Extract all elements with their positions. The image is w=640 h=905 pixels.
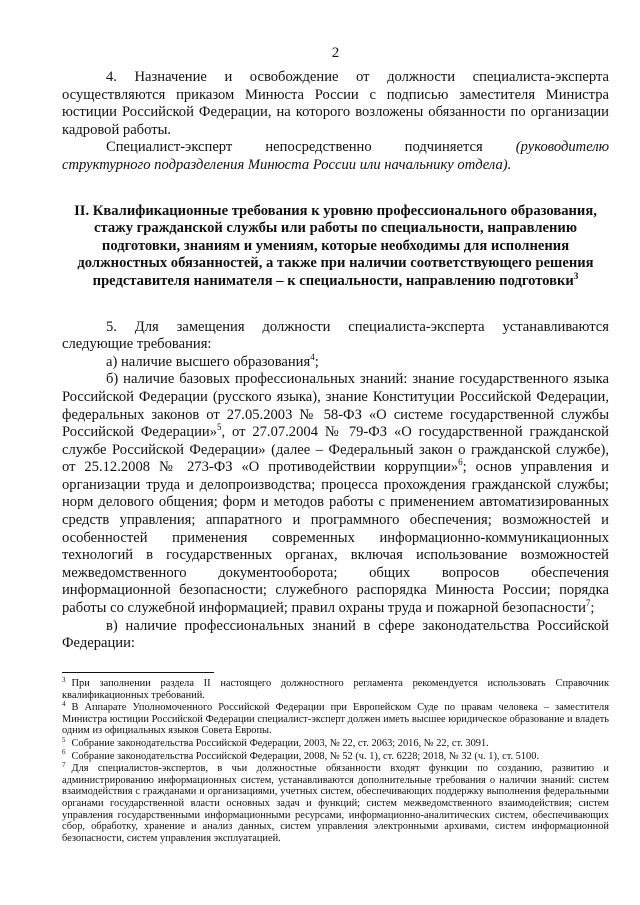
paragraph-b-part1: б) наличие базовых профессиональных знаний: знание государственного языка Российской Федерации (русского языка), знание Конституции Российской Федерации, федеральных законов от 27.05.2003 № 58-ФЗ «О системе государственной службы Российской Федерации» xyxy=(62,371,609,441)
footnote-mark: 7 xyxy=(62,760,66,769)
footnote-divider xyxy=(62,672,214,673)
page-number: 2 xyxy=(331,45,340,61)
paragraph-b-part2: , от 27.07.2004 № 79-ФЗ «О государственной гражданской службе Российской Федерации» (далее – Федеральный закон о гражданской службе), от 25.12.2008 № 273-ФЗ «О противодействии коррупции» xyxy=(62,424,609,476)
paragraph-a xyxy=(62,351,609,372)
footnote-5 xyxy=(62,735,609,750)
footnote-mark: 3 xyxy=(62,675,66,684)
footnote-mark: 5 xyxy=(62,735,66,744)
paragraph-4: 4. Назначение и освобождение от должности специалиста-эксперта осуществляются приказом Минюста России с подписью заместителя Министра юстиции Российской Федерации, на которого возложены обязанности по организации кадровой работы. xyxy=(62,69,609,138)
footnote-7 xyxy=(62,760,609,844)
footnote-text: Собрание законодательства Российской Федерации, 2003, № 22, ст. 2063; 2016, № 22, ст. 3091. xyxy=(71,737,489,749)
section-heading xyxy=(62,203,609,291)
paragraph-b xyxy=(62,371,609,617)
subordination-lead: Специалист-эксперт непосредственно подчиняется xyxy=(106,139,516,156)
footnote-text: В Аппарате Уполномоченного Российской Федерации при Европейском Суде по правам человека – заместителя Министра юстиции Российской Федерации специалист-эксперт должен иметь высшее юридическое образование и владеть одним из официальных языков Совета Европы. xyxy=(62,702,609,737)
paragraph-subordination xyxy=(62,139,609,174)
footnote-text: Для специалистов-экспертов, в чьи должностные обязанности входят функции по созданию, развитию и администрированию информационных систем, устанавливаются дополнительные требования о наличии знаний: систем взаимодействия с гражданами и организациями, учетных систем, обеспечивающих поддержку выполнения федеральными органами государственной власти основных задач и функций; систем межведомственного взаимодействия; систем управления государственными информационными ресурсами, информационно-аналитических систем, обеспечивающих сбор, обработку, хранение и анализ данных, систем управления электронными архивами, систем информационной безопасности, систем управления эксплуатацией. xyxy=(62,763,609,844)
paragraph-b-part3: ; основ управления и организации труда и делопроизводства; процесса прохождения гражданской службы; норм делового общения; форм и методов работы с применением автоматизированных средств управления; аппаратного и программного обеспечения; возможностей и особенностей применения современных информационно-коммуникационных технологий в государственных органах, включая использование возможностей межведомственного документооборота; общих вопросов обеспечения информационной безопасности; служебного распорядка Минюста России; порядка работы со служебной информацией; правил охраны труда и пожарной безопасности xyxy=(62,459,609,617)
footnote-text: При заполнении раздела II настоящего должностного регламента рекомендуется использовать Справочник квалификационных требований. xyxy=(62,678,609,701)
footnote-3 xyxy=(62,675,609,701)
paragraph-5: 5. Для замещения должности специалиста-эксперта устанавливаются следующие требования: xyxy=(62,318,609,353)
footnote-ref-3: 3 xyxy=(573,271,579,282)
section-heading-text: II. Квалификационные требования к уровню профессионального образования, стажу гражданской службы или работы по специальности, направлению подготовки, знаниям и умениям, которые необходимы для исполнения должностных обязанностей, а также при наличии соответствующего решения представителя нанимателя – к специальности, направлению подготовки xyxy=(74,202,597,289)
footnote-ref-4: 4 xyxy=(310,351,315,362)
footnote-ref-6: 6 xyxy=(458,457,463,468)
spacer xyxy=(62,291,609,319)
paragraph-a-text: а) наличие высшего образования xyxy=(106,353,311,370)
paragraph-v: в) наличие профессиональных знаний в сфере законодательства Российской Федерации: xyxy=(62,617,609,652)
paragraph-a-end: ; xyxy=(314,353,319,370)
subordination-italic: (руководителю структурного подразделения Минюста России или начальнику отдела). xyxy=(62,139,609,173)
footnote-ref-5: 5 xyxy=(217,422,222,433)
footnote-mark: 4 xyxy=(62,699,66,708)
paragraph-b-end: ; xyxy=(590,600,595,617)
footnote-ref-7: 7 xyxy=(585,598,591,609)
footnote-mark: 6 xyxy=(62,748,66,757)
main-text xyxy=(62,69,609,653)
footnotes xyxy=(62,672,609,845)
footnote-6 xyxy=(62,748,609,763)
footnote-text: Собрание законодательства Российской Федерации, 2008, № 52 (ч. 1), ст. 6228; 2018, № 32 (ч. 1), ст. 5100. xyxy=(71,750,540,762)
footnote-4 xyxy=(62,699,609,737)
